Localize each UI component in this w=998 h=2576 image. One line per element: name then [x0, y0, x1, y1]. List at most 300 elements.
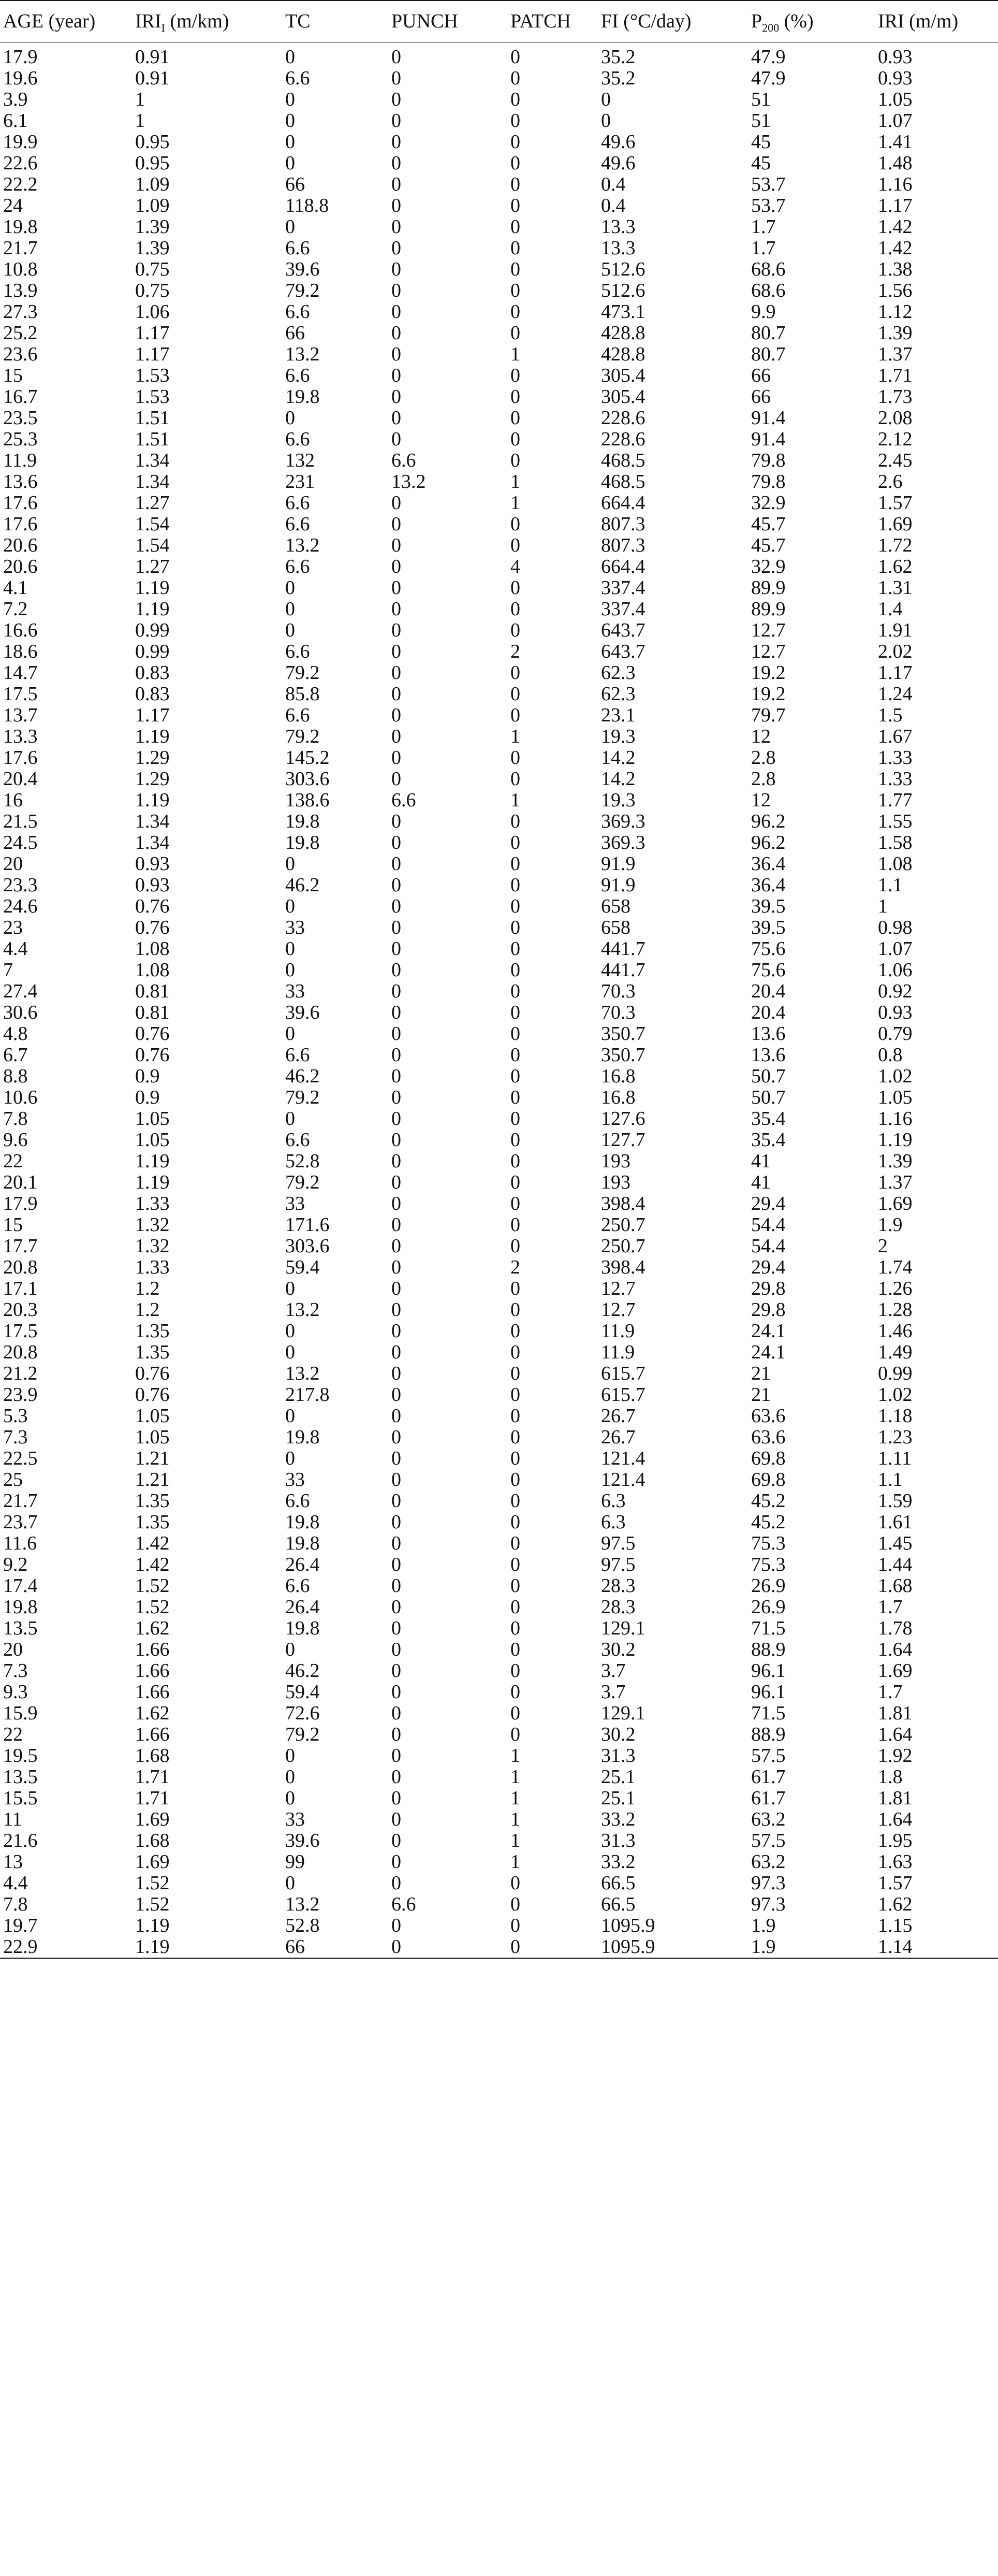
table-cell: 21.2 [3, 1362, 38, 1384]
table-cell: 2.02 [878, 640, 913, 662]
table-cell: 0 [285, 88, 295, 110]
table-cell: 20.4 [751, 1001, 786, 1023]
table-cell: 71.5 [751, 1617, 786, 1639]
column-header-unit: (m/km) [165, 10, 229, 33]
table-cell: 0 [391, 619, 401, 641]
table-cell: 369.3 [601, 810, 645, 832]
table-cell: 0.81 [135, 980, 170, 1002]
table-cell: 512.6 [601, 258, 645, 280]
table-row [0, 896, 998, 917]
table-cell: 1.53 [135, 385, 170, 408]
table-cell: 1.62 [135, 1702, 170, 1724]
table-cell: 305.4 [601, 364, 645, 386]
table-cell: 129.1 [601, 1702, 645, 1724]
table-row [0, 1321, 998, 1342]
table-cell: 17.5 [3, 1320, 38, 1342]
table-cell: 303.6 [285, 1235, 330, 1257]
table-cell: 13 [3, 1850, 23, 1873]
column-header-unit: (%) [779, 10, 814, 33]
table-row [0, 1575, 998, 1597]
table-cell: 1.8 [878, 1765, 903, 1788]
table-row [0, 195, 998, 216]
table-cell: 1.42 [878, 215, 913, 238]
table-cell: 1 [510, 491, 520, 514]
table-cell: 1.31 [878, 576, 913, 599]
table-cell: 53.7 [751, 194, 786, 216]
table-cell: 28.3 [601, 1574, 636, 1597]
table-cell: 6.1 [3, 109, 28, 132]
table-cell: 643.7 [601, 640, 645, 662]
table-cell: 17.1 [3, 1277, 38, 1299]
table-cell: 1.62 [135, 1617, 170, 1639]
column-header-subscript: I [161, 21, 165, 35]
table-cell: 6.6 [285, 513, 310, 535]
table-row [0, 132, 998, 153]
table-cell: 46.2 [285, 874, 320, 896]
table-cell: 1.63 [878, 1850, 913, 1873]
table-cell: 1.68 [878, 1574, 913, 1597]
table-cell: 0 [510, 704, 520, 726]
table-cell: 0 [391, 1765, 401, 1788]
table-cell: 25.2 [3, 322, 38, 344]
table-cell: 0 [510, 67, 520, 89]
table-cell: 0 [510, 1001, 520, 1023]
table-cell: 29.8 [751, 1277, 786, 1299]
table-row [0, 259, 998, 280]
table-cell: 62.3 [601, 683, 636, 705]
table-cell: 0 [391, 1553, 401, 1575]
table-cell: 91.9 [601, 852, 636, 875]
table-cell: 1 [510, 1829, 520, 1851]
table-cell: 1 [510, 725, 520, 747]
table-cell: 0 [391, 258, 401, 280]
table-cell: 658 [601, 916, 630, 938]
table-cell: 33 [285, 1468, 305, 1490]
table-row [0, 514, 998, 535]
table-cell: 79.2 [285, 279, 320, 301]
table-cell: 22.5 [3, 1447, 38, 1469]
table-cell: 13.2 [391, 470, 426, 493]
table-cell: 0 [510, 152, 520, 174]
table-row [0, 1342, 998, 1363]
table-cell: 13.7 [3, 704, 38, 726]
column-header-subscript: 200 [762, 21, 780, 35]
table-row [0, 429, 998, 450]
table-cell: 0 [391, 1044, 401, 1066]
table-cell: 17.7 [3, 1235, 38, 1257]
table-cell: 0.91 [135, 46, 170, 68]
table-cell: 0 [391, 300, 401, 323]
table-cell: 13.2 [285, 343, 320, 365]
table-cell: 1.61 [878, 1511, 913, 1533]
table-cell: 79.2 [285, 661, 320, 684]
table-cell: 1.81 [878, 1787, 913, 1809]
table-cell: 1.33 [135, 1256, 170, 1278]
table-cell: 643.7 [601, 619, 645, 641]
table-cell: 0 [391, 428, 401, 450]
table-cell: 17.9 [3, 46, 38, 68]
table-cell: 1 [510, 1850, 520, 1873]
table-cell: 11 [3, 1808, 22, 1830]
table-cell: 0 [391, 1872, 401, 1894]
table-cell: 33 [285, 980, 305, 1002]
table-row [0, 641, 998, 662]
table-cell: 1 [510, 1808, 520, 1830]
table-cell: 0 [510, 279, 520, 301]
table-cell: 0 [510, 1044, 520, 1066]
table-row [0, 981, 998, 1002]
table-cell: 0 [510, 322, 520, 344]
table-cell: 0 [285, 1320, 295, 1342]
table-cell: 0 [285, 131, 295, 153]
table-cell: 70.3 [601, 1001, 636, 1023]
table-cell: 27.3 [3, 300, 38, 323]
column-header-name: IRI [135, 10, 162, 33]
table-cell: 0 [510, 683, 520, 705]
table-row [0, 960, 998, 981]
column-header-unit: (year) [43, 10, 96, 33]
table-cell: 7 [3, 959, 13, 981]
table-cell: 33 [285, 916, 305, 938]
table-cell: 0 [510, 1128, 520, 1151]
table-row [0, 747, 998, 769]
table-cell: 1.54 [135, 513, 170, 535]
table-row [0, 875, 998, 896]
table-cell: 1.9 [748, 1936, 875, 1958]
table-cell: 0 [391, 322, 401, 344]
table-cell: 19.2 [751, 661, 786, 684]
table-row [0, 769, 998, 790]
table-cell: 79.7 [751, 704, 786, 726]
table-cell: 19.8 [285, 1426, 320, 1448]
table-cell: 0 [510, 1702, 520, 1724]
table-cell: 19.8 [285, 1511, 320, 1533]
table-cell: 20.4 [3, 768, 38, 790]
table-body [0, 42, 998, 1958]
table-cell: 0 [391, 46, 401, 68]
table-cell: 6.3 [601, 1511, 626, 1533]
table-cell: 1.06 [135, 300, 170, 323]
table-row [0, 853, 998, 875]
table-cell: 79.2 [285, 1086, 320, 1108]
table-cell: 0.83 [135, 683, 170, 705]
table-cell: 66.5 [601, 1893, 636, 1915]
table-cell: 3.9 [3, 88, 28, 110]
column-header [598, 1, 748, 42]
table-cell: 398.4 [601, 1256, 645, 1278]
table-row [0, 620, 998, 641]
table-cell: 1 [510, 1765, 520, 1788]
table-cell: 13.5 [3, 1765, 38, 1788]
table-cell: 19.7 [3, 1914, 38, 1936]
table-cell: 0 [510, 1107, 520, 1130]
table-cell: 1.66 [135, 1723, 170, 1745]
table-cell: 0 [285, 215, 295, 238]
table-cell: 1.32 [135, 1235, 170, 1257]
table-cell: 0 [285, 1765, 295, 1788]
table-cell: 1.5 [878, 704, 903, 726]
table-cell: 1.9 [878, 1213, 903, 1236]
table-cell: 1.72 [878, 534, 913, 556]
table-cell: 807.3 [601, 513, 645, 535]
table-cell: 0 [391, 152, 401, 174]
table-cell: 25.3 [3, 428, 38, 450]
table-cell: 1.1 [878, 874, 903, 896]
table-cell: 1.42 [135, 1532, 170, 1554]
table-row [0, 344, 998, 365]
table-cell: 0 [391, 1128, 401, 1151]
table-cell: 0.8 [878, 1044, 903, 1066]
table-cell: 0 [391, 895, 401, 917]
table-cell: 0 [391, 874, 401, 896]
table-cell: 0 [391, 1192, 401, 1214]
table-cell: 1.71 [135, 1787, 170, 1809]
table-cell: 0.99 [135, 619, 170, 641]
table-cell: 1.91 [878, 619, 913, 641]
table-cell: 0 [510, 661, 520, 684]
table-cell: 66 [751, 364, 771, 386]
table-cell: 1.52 [135, 1596, 170, 1618]
table-cell: 23.9 [3, 1383, 38, 1406]
table-cell: 1 [510, 1787, 520, 1809]
table-cell: 91.4 [751, 428, 786, 450]
table-row [0, 1257, 998, 1278]
table-cell: 6.6 [391, 449, 416, 471]
table-cell: 1.05 [878, 1086, 913, 1108]
table-cell: 6.6 [285, 1489, 310, 1512]
table-cell: 0 [285, 1787, 295, 1809]
table-cell: 1.7 [751, 215, 776, 238]
table-cell: 21.7 [3, 1489, 38, 1512]
table-row [0, 1172, 998, 1193]
table-cell: 337.4 [601, 576, 645, 599]
table-cell: 0 [391, 959, 401, 981]
table-cell: 25.1 [601, 1787, 636, 1809]
table-cell: 13.6 [751, 1044, 786, 1066]
table-cell: 1.39 [135, 237, 170, 259]
table-cell: 0 [391, 1298, 401, 1321]
table-cell: 0.93 [878, 1001, 913, 1023]
table-cell: 23.3 [3, 874, 38, 896]
table-cell: 1.52 [135, 1872, 170, 1894]
table-cell: 33.2 [601, 1850, 636, 1873]
table-cell: 15.9 [3, 1702, 38, 1724]
table-cell: 193 [601, 1150, 630, 1172]
table-cell: 24.6 [3, 895, 38, 917]
table-cell: 1.51 [135, 407, 170, 429]
table-row [0, 174, 998, 195]
table-cell: 0 [391, 1787, 401, 1809]
table-cell: 33 [285, 1808, 305, 1830]
table-cell: 13.3 [601, 215, 636, 238]
table-row [0, 811, 998, 832]
table-row [0, 89, 998, 110]
table-cell: 50.7 [751, 1065, 786, 1087]
table-cell: 1.54 [135, 534, 170, 556]
table-cell: 0 [391, 1277, 401, 1299]
table-cell: 35.2 [601, 67, 636, 89]
table-cell: 0 [285, 1341, 295, 1363]
table-row [0, 1767, 998, 1788]
table-cell: 1.4 [878, 598, 903, 620]
table-cell: 1.57 [878, 491, 913, 514]
table-cell: 29.4 [751, 1192, 786, 1214]
table-cell: 1.77 [878, 789, 913, 811]
table-cell: 1.73 [878, 385, 913, 408]
table-cell: 0 [510, 937, 520, 960]
table-row [0, 1639, 998, 1660]
table-row [0, 917, 998, 938]
table-cell: 12 [751, 725, 771, 747]
table-cell: 118.8 [285, 194, 329, 216]
table-row [0, 301, 998, 323]
table-row [0, 386, 998, 408]
table-cell: 0.76 [135, 1022, 170, 1045]
column-header-unit: (°C/day) [618, 10, 692, 33]
table-cell: 26.4 [285, 1553, 320, 1575]
table-cell: 36.4 [751, 852, 786, 875]
table-cell: 1.08 [878, 852, 913, 875]
table-cell: 97.5 [601, 1553, 636, 1575]
table-cell: 29.8 [751, 1298, 786, 1321]
table-cell: 441.7 [601, 937, 645, 960]
table-cell: 71.5 [751, 1702, 786, 1724]
table-cell: 62.3 [601, 661, 636, 684]
table-cell: 0 [391, 1681, 401, 1703]
table-cell: 1.45 [878, 1532, 913, 1554]
table-row [0, 42, 998, 68]
table-cell: 1.66 [135, 1659, 170, 1682]
table-row [0, 153, 998, 174]
table-cell: 24.1 [751, 1320, 786, 1342]
table-cell: 89.9 [751, 576, 786, 599]
table-cell: 66 [285, 173, 305, 195]
table-cell: 0 [391, 1171, 401, 1193]
table-cell: 0 [510, 1022, 520, 1045]
table-cell: 305.4 [601, 385, 645, 408]
table-cell: 615.7 [601, 1383, 645, 1406]
table-cell: 1.09 [135, 194, 170, 216]
table-cell: 1.19 [135, 598, 170, 620]
table-cell: 1.16 [878, 1107, 913, 1130]
table-cell: 1.53 [135, 364, 170, 386]
table-cell: 0.95 [135, 152, 170, 174]
table-cell: 0 [510, 598, 520, 620]
table-cell: 6.6 [285, 428, 310, 450]
table-cell: 0 [510, 237, 520, 259]
table-cell: 75.3 [751, 1553, 786, 1575]
table-cell: 0.76 [135, 1362, 170, 1384]
table-cell: 0 [391, 88, 401, 110]
table-cell: 0 [510, 131, 520, 153]
table-row [0, 1151, 998, 1172]
table-cell: 13.5 [3, 1617, 38, 1639]
table-cell: 0 [391, 1659, 401, 1682]
table-cell: 5.3 [3, 1405, 28, 1427]
table-cell: 91.4 [751, 407, 786, 429]
table-row [0, 1023, 998, 1045]
table-row [0, 1851, 998, 1873]
table-cell: 337.4 [601, 598, 645, 620]
table-cell: 9.2 [3, 1553, 28, 1575]
table-cell: 17.9 [3, 1192, 38, 1214]
table-cell: 96.2 [751, 810, 786, 832]
table-cell: 0 [510, 831, 520, 853]
table-cell: 19.3 [601, 789, 636, 811]
table-cell: 0.76 [135, 1383, 170, 1406]
table-cell: 0 [391, 513, 401, 535]
table-cell: 96.1 [751, 1681, 786, 1703]
table-cell: 303.6 [285, 768, 330, 790]
table-cell: 664.4 [601, 555, 645, 577]
table-cell: 0 [510, 194, 520, 216]
table-cell: 1.66 [135, 1638, 170, 1660]
table-cell: 13.2 [285, 1893, 320, 1915]
table-cell: 0 [391, 1235, 401, 1257]
table-cell: 0.99 [878, 1362, 913, 1384]
table-row [0, 1469, 998, 1490]
table-cell: 428.8 [601, 322, 645, 344]
table-row [0, 1724, 998, 1745]
table-cell: 20.6 [3, 555, 38, 577]
column-header [282, 1, 388, 42]
table-cell: 1.57 [878, 1872, 913, 1894]
table-cell: 0 [391, 576, 401, 599]
table-cell: 45.7 [751, 513, 786, 535]
table-cell: 20.3 [3, 1298, 38, 1321]
table-row [0, 238, 998, 259]
table-cell: 1.19 [135, 789, 170, 811]
table-cell: 0 [510, 215, 520, 238]
table-cell: 6.3 [601, 1489, 626, 1512]
table-cell: 18.6 [3, 640, 38, 662]
table-cell: 88.9 [751, 1723, 786, 1745]
table-row [0, 1660, 998, 1682]
table-cell: 7.8 [3, 1893, 28, 1915]
table-cell: 468.5 [601, 449, 645, 471]
table-cell: 1.28 [878, 1298, 913, 1321]
table-row [0, 1936, 998, 1958]
table-row [0, 1554, 998, 1575]
table-cell: 1.35 [135, 1511, 170, 1533]
table-cell: 228.6 [601, 428, 645, 450]
table-cell: 1.12 [878, 300, 913, 323]
table-cell: 22.9 [0, 1936, 132, 1958]
table-cell: 0 [285, 598, 295, 620]
table-cell: 0 [510, 852, 520, 875]
table-cell: 3.7 [601, 1659, 626, 1682]
table-cell: 0 [510, 1405, 520, 1427]
table-cell: 1.35 [135, 1320, 170, 1342]
table-cell: 20.8 [3, 1256, 38, 1278]
table-cell: 47.9 [751, 67, 786, 89]
table-cell: 0 [510, 916, 520, 938]
table-cell: 0.79 [878, 1022, 913, 1045]
table-cell: 1.26 [878, 1277, 913, 1299]
table-cell: 0 [510, 1086, 520, 1108]
table-cell: 45 [751, 131, 771, 153]
table-cell: 1.69 [878, 1659, 913, 1682]
table-cell: 6.6 [285, 67, 310, 89]
table-row [0, 1236, 998, 1257]
table-cell: 1.29 [135, 746, 170, 769]
table-row [0, 1512, 998, 1533]
table-cell: 2.8 [751, 746, 776, 769]
table-cell: 0 [510, 1426, 520, 1448]
table-cell: 6.6 [285, 491, 310, 514]
table-cell: 0.93 [135, 874, 170, 896]
table-cell: 0 [510, 980, 520, 1002]
